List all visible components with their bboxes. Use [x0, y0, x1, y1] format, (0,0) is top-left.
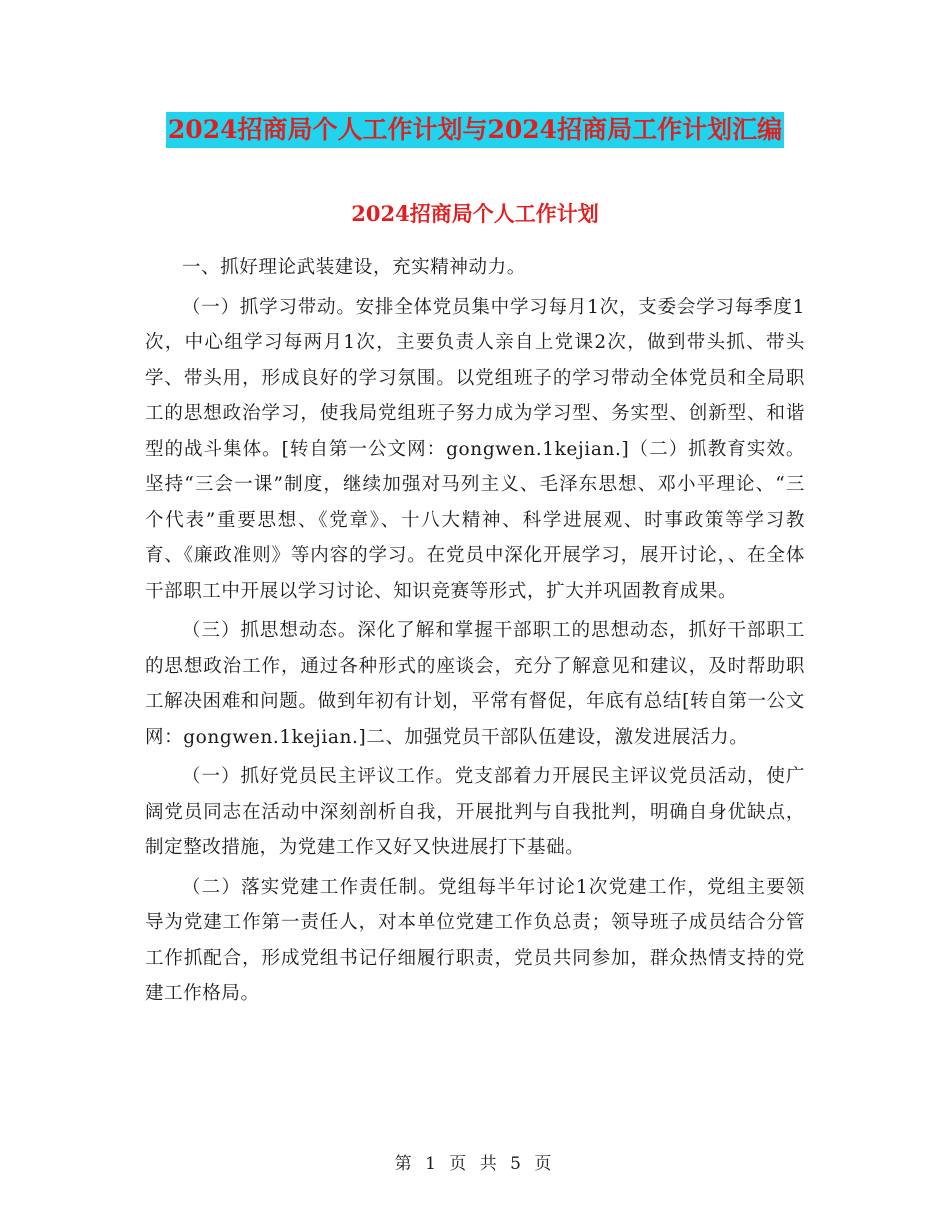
paragraph: 一、抓好理论武装建设，充实精神动力。 [182, 257, 526, 278]
paragraph: （二）落实党建工作责任制。党组每半年讨论1次党建工作，党组主要领导为党建工作第一责任人，对本单位党建工作负总责；领导班子成员结合分管工作抓配合，形成党组书记仔细履行职责，党员共同参加，群众热情支持的党建工作格局。 [145, 876, 805, 1004]
paragraph: （三）抓思想动态。深化了解和掌握干部职工的思想动态，抓好干部职工的思想政治工作，通过各种形式的座谈会，充分了解意见和建议，及时帮助职工解决困难和问题。做到年初有计划，平常有督促，年底有总结[转自第一公文网：gongwen.1kejian.]二、加强党员干部队伍建设，激发进展活力。 [145, 620, 805, 748]
paragraph: （一）抓学习带动。安排全体党员集中学习每月1次，支委会学习每季度1次，中心组学习每两月1次，主要负责人亲自上党课2次，做到带头抓、带头学、带头用，形成良好的学习氛围。以党组班子的学习带动全体党员和全局职工的思想政治学习，使我局党组班子努力成为学习型、务实型、创新型、和谐型的战斗集体。[转自第一公文网：gongwen.1kejian.]（二）抓教育实效。坚持“三会一课”制度，继续加强对马列主义、毛泽东思想、邓小平理论、“三个代表”重要思想、《党章》、十八大精神、科学进展观、时事政策等学习教育、《廉政准则》等内容的学习。在党员中深化开展学习，展开讨论，、在全体干部职工中开展以学习讨论、知识竞赛等形式，扩大并巩固教育成果。 [145, 296, 805, 602]
paragraph: （一）抓好党员民主评议工作。党支部着力开展民主评议党员活动，使广阔党员同志在活动中深刻剖析自我，开展批判与自我批判，明确自身优缺点，制定整改措施，为党建工作又好又快进展打下基础。 [145, 766, 805, 858]
document-title: 2024招商局个人工作计划与2024招商局工作计划汇编 [166, 112, 784, 148]
page-footer: 第 1 页 共 5 页 [394, 1154, 556, 1174]
document-title-container [0, 112, 950, 148]
document-body [145, 250, 805, 1016]
section-title: 2024招商局个人工作计划 [351, 201, 599, 226]
